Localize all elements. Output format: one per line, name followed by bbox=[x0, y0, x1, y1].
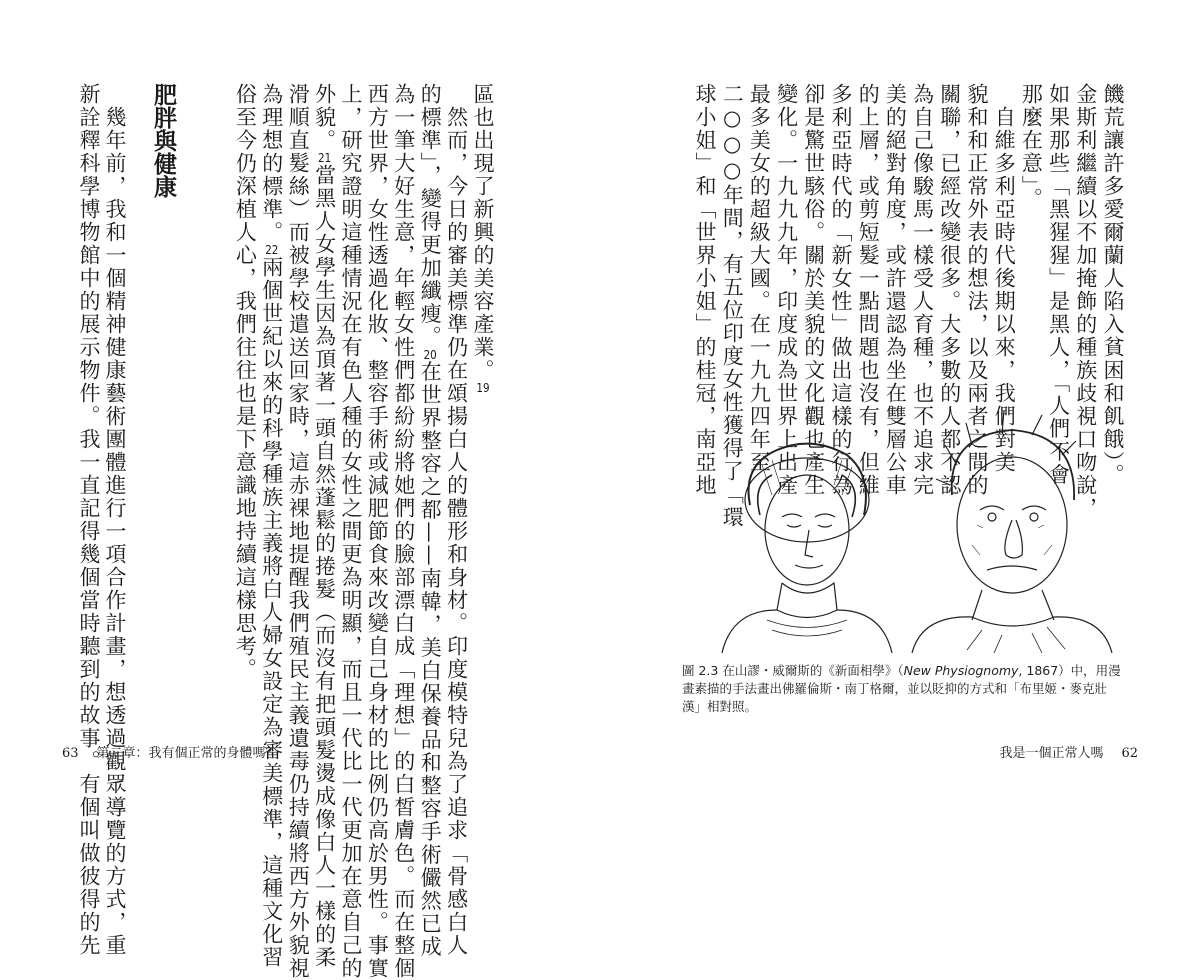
text-line: 關聯，已經改變很多。大多數的人都不認 bbox=[937, 83, 962, 497]
text-column bbox=[102, 83, 128, 957]
caption-label: 圖 2.3 bbox=[682, 663, 719, 678]
text-line: 滑順直髮絲）而被學校遣送回家時，這赤裸地提醒我們殖民主義遺毒仍持續將西方外貌視 bbox=[286, 83, 311, 980]
footnote-marker: 20 bbox=[423, 348, 437, 361]
text-line: 二○○○年間，有五位印度女性獲得了「環 bbox=[720, 83, 745, 529]
caption-text-2: , 1867）中，用漫畫素描的手法畫出佛羅倫斯・南丁格爾，並以貶抑的方式和「布里姬・麥克壯漢」相對照。 bbox=[682, 663, 1121, 714]
text-line: 自維多利亞時代後期以來，我們對美 bbox=[992, 83, 1017, 474]
text-line: 金斯利繼續以不加掩飾的種族歧視口吻說， bbox=[1073, 83, 1098, 520]
text-line: 幾年前，我和一個精神健康藝術團體進行一項合作計畫，想透過觀眾導覽的方式，重 bbox=[103, 83, 127, 957]
text-line: 俗至今仍深植人心，我們往往也是下意識地持續這樣思考。 bbox=[233, 83, 258, 681]
text-line: 球小姐」和「世界小姐」的桂冠，南亞地 bbox=[693, 83, 717, 497]
text-line: 為理想的標準。 bbox=[259, 83, 284, 244]
text-line: 多利亞時代的「新女性」做出這樣的行為 bbox=[829, 83, 853, 497]
text-column bbox=[444, 83, 470, 957]
text-column bbox=[364, 83, 390, 980]
text-line: 兩個世紀以來的科學種族主義將白人婦女設定為審美標準，這種文化習 bbox=[259, 256, 284, 969]
text-column bbox=[259, 83, 285, 969]
text-line: 為自己像駿馬一樣受人育種，也不追求完 bbox=[910, 83, 935, 497]
right-footer bbox=[999, 742, 1138, 761]
text-column bbox=[470, 83, 496, 394]
text-line: 然而，今日的審美標準仍在頌揚白人的體形和身材。印度模特兒為了追求「骨感白人 bbox=[444, 83, 469, 957]
portrait-bridget-mcbruiser bbox=[912, 411, 1112, 653]
text-column bbox=[312, 83, 338, 969]
page-number-right: 62 bbox=[1121, 746, 1138, 761]
caption-text-1: 在山謬・威爾斯的《新面相學》（ bbox=[722, 663, 904, 678]
text-column bbox=[338, 83, 364, 980]
text-line: 饑荒讓許多愛爾蘭人陷入貧困和飢餓）。 bbox=[1101, 83, 1125, 487]
text-column bbox=[391, 83, 417, 980]
running-head-right: 我是一個正常人嗎 bbox=[999, 746, 1104, 761]
text-column bbox=[76, 83, 102, 957]
text-line: 的標準」，變得更加纖瘦。 bbox=[418, 83, 443, 349]
text-line: 變化。一九九九年，印度成為世界上出產 bbox=[774, 83, 799, 497]
section-heading: 肥胖與健康 bbox=[150, 83, 176, 198]
text-column bbox=[1018, 83, 1044, 211]
text-line: 卻是驚世駭俗。關於美貌的文化觀也產生 bbox=[801, 83, 826, 497]
text-line: 在世界整容之都——南韓，美白保養品和整容手術儼然已成 bbox=[418, 360, 443, 959]
text-line: 美的絕對角度，或許還認為坐在雙層公車 bbox=[883, 83, 908, 497]
footnote-marker: 21 bbox=[317, 152, 332, 164]
text-column bbox=[285, 83, 311, 980]
text-line: 外貌。 bbox=[312, 83, 337, 152]
text-column bbox=[232, 83, 258, 681]
caption-book-title: New Physiognomy bbox=[903, 663, 1019, 678]
footnote-marker: 22 bbox=[265, 244, 279, 256]
text-line: 的上層，或剪短髮一點問題也沒有，但維 bbox=[856, 83, 881, 497]
text-line: 如果那些「黑猩猩」是黑人，「人們不會 bbox=[1046, 83, 1071, 487]
portrait-florence-nightingale bbox=[722, 444, 892, 653]
engraving-illustration bbox=[682, 405, 1122, 653]
text-line: 最多美女的超級大國。在一九九四年至 bbox=[747, 83, 772, 474]
text-line: 當黑人女學生因為頂著一頭自然蓬鬆的捲髮（而沒有把頭髮燙成像白人一樣的柔 bbox=[312, 164, 337, 969]
text-line: 為一筆大好生意，年輕女性們都紛紛將她們的臉部漂白成「理想」的白皙膚色。而在整個 bbox=[391, 83, 416, 980]
footnote-marker: 19 bbox=[476, 382, 490, 394]
text-line: 那麼在意」。 bbox=[1019, 83, 1044, 211]
text-column bbox=[417, 83, 443, 959]
text-line: 新詮釋科學博物館中的展示物件。我一直記得幾個當時聽到的故事。有個叫做彼得的先 bbox=[77, 83, 101, 957]
page-number-left: 63 bbox=[62, 746, 79, 761]
text-line: 貌和和正常外表的想法，以及兩者之間的 bbox=[965, 83, 989, 497]
figure-caption bbox=[682, 662, 1122, 716]
left-footer bbox=[62, 742, 279, 761]
text-line: 西方世界，女性透過化妝、整容手術或減肥節食來改變自己身材的比例仍高於男性。事實 bbox=[365, 83, 390, 980]
text-line: 上，研究證明這種情況在有色人種的女性之間更為明顯，而且一代比一代更加在意自己的 bbox=[339, 83, 363, 980]
text-line: 區也出現了新興的美容產業。 bbox=[471, 83, 495, 382]
running-head-left: 第二章：我有個正常的身體嗎？ bbox=[96, 746, 279, 761]
